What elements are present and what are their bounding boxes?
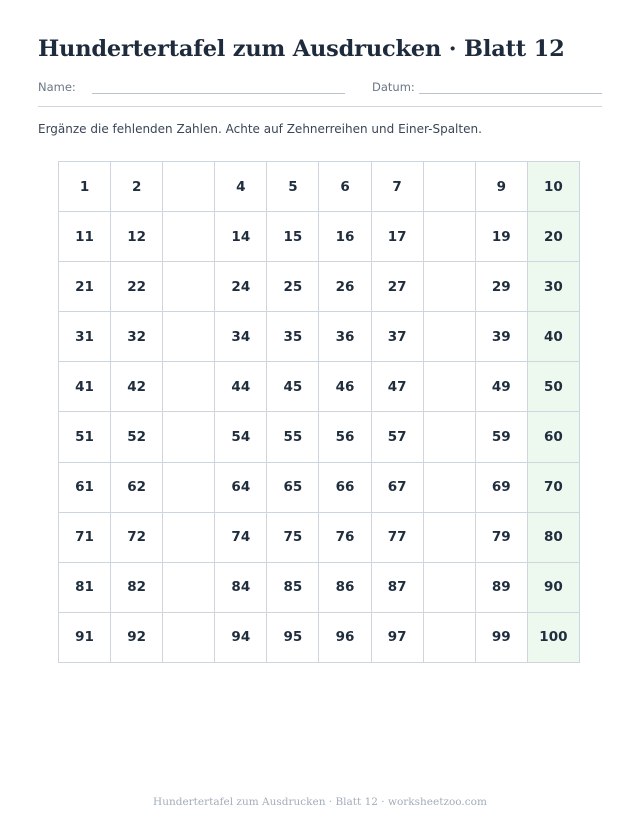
grid-cell: 56 bbox=[319, 412, 371, 462]
grid-cell-blank[interactable] bbox=[423, 362, 475, 412]
date-label: Datum: bbox=[372, 80, 415, 94]
grid-cell: 60 bbox=[527, 412, 579, 462]
grid-cell: 44 bbox=[215, 362, 267, 412]
grid-cell: 42 bbox=[111, 362, 163, 412]
grid-cell: 67 bbox=[371, 462, 423, 512]
grid-cell: 19 bbox=[475, 212, 527, 262]
grid-cell: 40 bbox=[527, 312, 579, 362]
grid-cell: 34 bbox=[215, 312, 267, 362]
grid-cell: 14 bbox=[215, 212, 267, 262]
grid-cell: 81 bbox=[59, 562, 111, 612]
grid-cell: 9 bbox=[475, 162, 527, 212]
header-divider bbox=[38, 106, 602, 107]
grid-cell: 77 bbox=[371, 512, 423, 562]
grid-row bbox=[59, 412, 580, 462]
grid-cell: 69 bbox=[475, 462, 527, 512]
grid-row bbox=[59, 362, 580, 412]
grid-row bbox=[59, 612, 580, 662]
grid-cell: 51 bbox=[59, 412, 111, 462]
grid-cell: 22 bbox=[111, 262, 163, 312]
grid-cell: 97 bbox=[371, 612, 423, 662]
grid-cell: 46 bbox=[319, 362, 371, 412]
name-line bbox=[92, 93, 345, 94]
grid-cell-blank[interactable] bbox=[163, 562, 215, 612]
grid-cell-blank[interactable] bbox=[163, 312, 215, 362]
grid-cell: 87 bbox=[371, 562, 423, 612]
grid-cell: 15 bbox=[267, 212, 319, 262]
grid-cell: 41 bbox=[59, 362, 111, 412]
grid-cell: 26 bbox=[319, 262, 371, 312]
grid-cell-blank[interactable] bbox=[163, 262, 215, 312]
grid-cell: 65 bbox=[267, 462, 319, 512]
grid-cell: 10 bbox=[527, 162, 579, 212]
grid-cell-blank[interactable] bbox=[423, 312, 475, 362]
grid-cell: 82 bbox=[111, 562, 163, 612]
grid-cell: 61 bbox=[59, 462, 111, 512]
grid-cell-blank[interactable] bbox=[423, 212, 475, 262]
grid-cell: 16 bbox=[319, 212, 371, 262]
grid-cell-blank[interactable] bbox=[423, 262, 475, 312]
grid-cell: 95 bbox=[267, 612, 319, 662]
grid-cell: 75 bbox=[267, 512, 319, 562]
grid-cell: 64 bbox=[215, 462, 267, 512]
grid-cell: 52 bbox=[111, 412, 163, 462]
grid-cell: 4 bbox=[215, 162, 267, 212]
grid-cell: 99 bbox=[475, 612, 527, 662]
hundred-grid bbox=[58, 161, 580, 663]
grid-cell: 49 bbox=[475, 362, 527, 412]
grid-cell: 90 bbox=[527, 562, 579, 612]
grid-cell: 55 bbox=[267, 412, 319, 462]
grid-cell: 72 bbox=[111, 512, 163, 562]
grid-cell-blank[interactable] bbox=[163, 412, 215, 462]
grid-cell: 45 bbox=[267, 362, 319, 412]
grid-cell: 30 bbox=[527, 262, 579, 312]
grid-cell: 54 bbox=[215, 412, 267, 462]
grid-cell: 96 bbox=[319, 612, 371, 662]
grid-cell: 5 bbox=[267, 162, 319, 212]
grid-cell: 66 bbox=[319, 462, 371, 512]
grid-cell: 17 bbox=[371, 212, 423, 262]
grid-cell: 84 bbox=[215, 562, 267, 612]
grid-cell: 59 bbox=[475, 412, 527, 462]
grid-cell: 35 bbox=[267, 312, 319, 362]
grid-cell: 57 bbox=[371, 412, 423, 462]
grid-cell: 21 bbox=[59, 262, 111, 312]
grid-cell: 12 bbox=[111, 212, 163, 262]
grid-cell: 11 bbox=[59, 212, 111, 262]
grid-cell: 70 bbox=[527, 462, 579, 512]
grid-cell: 1 bbox=[59, 162, 111, 212]
grid-cell: 47 bbox=[371, 362, 423, 412]
grid-cell: 80 bbox=[527, 512, 579, 562]
grid-cell: 39 bbox=[475, 312, 527, 362]
grid-cell: 71 bbox=[59, 512, 111, 562]
grid-cell: 86 bbox=[319, 562, 371, 612]
grid-row bbox=[59, 462, 580, 512]
grid-cell-blank[interactable] bbox=[423, 562, 475, 612]
grid-cell: 24 bbox=[215, 262, 267, 312]
grid-cell: 91 bbox=[59, 612, 111, 662]
grid-cell: 92 bbox=[111, 612, 163, 662]
grid-cell: 94 bbox=[215, 612, 267, 662]
grid-row bbox=[59, 212, 580, 262]
grid-cell: 20 bbox=[527, 212, 579, 262]
grid-cell: 7 bbox=[371, 162, 423, 212]
grid-cell: 37 bbox=[371, 312, 423, 362]
grid-row bbox=[59, 262, 580, 312]
grid-cell: 29 bbox=[475, 262, 527, 312]
grid-row bbox=[59, 162, 580, 212]
grid-cell: 100 bbox=[527, 612, 579, 662]
grid-cell: 85 bbox=[267, 562, 319, 612]
grid-cell: 25 bbox=[267, 262, 319, 312]
grid-row bbox=[59, 512, 580, 562]
grid-cell-blank[interactable] bbox=[163, 512, 215, 562]
grid-cell: 31 bbox=[59, 312, 111, 362]
grid-cell-blank[interactable] bbox=[423, 162, 475, 212]
grid-cell: 50 bbox=[527, 362, 579, 412]
grid-cell-blank[interactable] bbox=[163, 162, 215, 212]
grid-cell: 89 bbox=[475, 562, 527, 612]
footer: Hundertertafel zum Ausdrucken · Blatt 12 · worksheetzoo.com bbox=[153, 796, 487, 808]
grid-cell: 76 bbox=[319, 512, 371, 562]
grid-cell: 79 bbox=[475, 512, 527, 562]
grid-row bbox=[59, 562, 580, 612]
grid-cell-blank[interactable] bbox=[163, 462, 215, 512]
instructions: Ergänze die fehlenden Zahlen. Achte auf Zehnerreihen und Einer-Spalten. bbox=[38, 122, 482, 136]
grid-cell: 36 bbox=[319, 312, 371, 362]
grid-cell-blank[interactable] bbox=[423, 462, 475, 512]
grid-row bbox=[59, 312, 580, 362]
grid-cell: 27 bbox=[371, 262, 423, 312]
date-line bbox=[419, 93, 602, 94]
grid-cell: 6 bbox=[319, 162, 371, 212]
grid-cell: 74 bbox=[215, 512, 267, 562]
grid-cell: 62 bbox=[111, 462, 163, 512]
grid-cell: 32 bbox=[111, 312, 163, 362]
grid-cell-blank[interactable] bbox=[163, 362, 215, 412]
grid-cell: 2 bbox=[111, 162, 163, 212]
name-label: Name: bbox=[38, 80, 76, 94]
page-title: Hundertertafel zum Ausdrucken · Blatt 12 bbox=[38, 36, 565, 62]
grid-cell-blank[interactable] bbox=[423, 412, 475, 462]
grid-cell-blank[interactable] bbox=[423, 612, 475, 662]
grid-cell-blank[interactable] bbox=[163, 612, 215, 662]
grid-cell-blank[interactable] bbox=[163, 212, 215, 262]
grid-cell-blank[interactable] bbox=[423, 512, 475, 562]
